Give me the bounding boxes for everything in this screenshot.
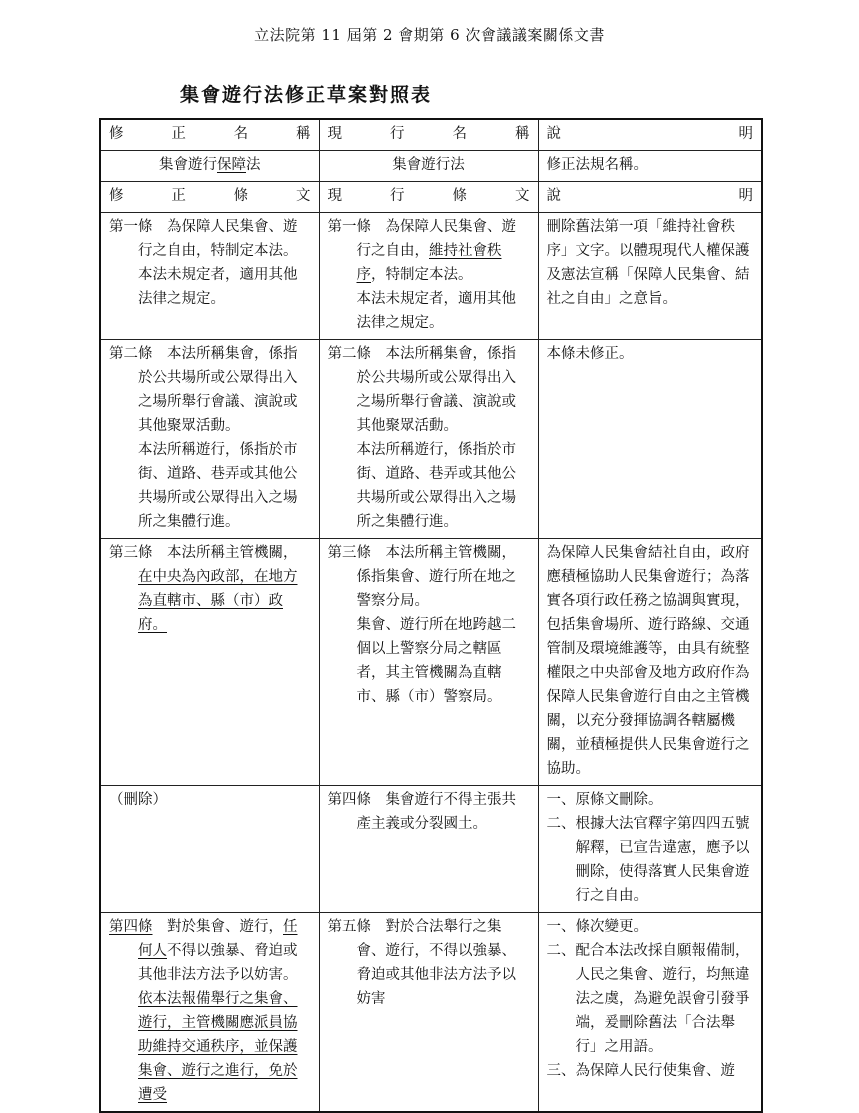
- article-2-note: 本條未修正。: [538, 340, 762, 539]
- header-explanation: 說 明: [538, 119, 762, 151]
- article-2-row: [100, 340, 762, 539]
- article-4-new-row: [100, 913, 762, 1113]
- header-proposed-name: 修 正 名 稱: [100, 119, 319, 151]
- header-proposed-article: 修 正 條 文: [100, 182, 319, 213]
- article-3-current: 第三條 本法所稱主管機關，係指集會、遊行所在地之警察分局。 集會、遊行所在地跨越二個以上警察分局之轄區者，其主管機關為直轄市、縣（市）警察局。: [319, 539, 538, 786]
- article-1-current: 第一條 為保障人民集會、遊行之自由，維持社會秩序，特制定本法。 本法未規定者，適用其他法律之規定。: [319, 213, 538, 340]
- article-4-new-proposed: 第四條 對於集會、遊行，任何人不得以強暴、脅迫或其他非法方法予以妨害。 依本法報備舉行之集會、遊行，主管機關應派員協助維持交通秩序，並保護集會、遊行之進行，免於遭受: [100, 913, 319, 1113]
- article-4-deleted-note: 一、原條文刪除。 二、根據大法官釋字第四四五號解釋，已宣告違憲，應予以刪除，使得落實人民集會遊行之自由。: [538, 786, 762, 913]
- header-current-article: 現 行 條 文: [319, 182, 538, 213]
- article-1-proposed: 第一條 為保障人民集會、遊行之自由，特制定本法。 本法未規定者，適用其他法律之規定。: [100, 213, 319, 340]
- law-name-note: 修正法規名稱。: [538, 151, 762, 182]
- article-4-deleted-proposed: （刪除）: [100, 786, 319, 913]
- comparison-table: [99, 118, 763, 1113]
- document-title: 集會遊行法修正草案對照表: [180, 84, 433, 106]
- table-header-row-names: [100, 119, 762, 151]
- proposed-law-name: 集會遊行保障法: [100, 151, 319, 182]
- page-header: 立法院第 11 屆第 2 會期第 6 次會議議案關係文書: [254, 26, 605, 44]
- article-4-deleted-row: [100, 786, 762, 913]
- table-header-row-articles: [100, 182, 762, 213]
- header-current-name: 現 行 名 稱: [319, 119, 538, 151]
- article-1-row: [100, 213, 762, 340]
- article-3-note: 為保障人民集會結社自由，政府應積極協助人民集會遊行；為落實各項行政任務之協調與實現，包括集會場所、遊行路線、交通管制及環境維護等，由具有統整權限之中央部會及地方政府作為保障人民集會遊行自由之主管機關，以充分發揮協調各轄屬機關，並積極提供人民集會遊行之協助。: [538, 539, 762, 786]
- article-4-deleted-current: 第四條 集會遊行不得主張共產主義或分裂國土。: [319, 786, 538, 913]
- article-1-note: 刪除舊法第一項「維持社會秩序」文字。以體現現代人權保護及憲法宣稱「保障人民集會、結社之自由」之意旨。: [538, 213, 762, 340]
- article-2-proposed: 第二條 本法所稱集會，係指於公共場所或公眾得出入之場所舉行會議、演說或其他聚眾活動。 本法所稱遊行，係指於市街、道路、巷弄或其他公共場所或公眾得出入之場所之集體行進。: [100, 340, 319, 539]
- article-4-new-current: 第五條 對於合法舉行之集會、遊行，不得以強暴、脅迫或其他非法方法予以妨害: [319, 913, 538, 1113]
- header-article-explanation: 說 明: [538, 182, 762, 213]
- article-3-proposed: 第三條 本法所稱主管機關，在中央為內政部，在地方為直轄市、縣（市）政府。: [100, 539, 319, 786]
- article-3-row: [100, 539, 762, 786]
- article-2-current: 第二條 本法所稱集會，係指於公共場所或公眾得出入之場所舉行會議、演說或其他聚眾活動。 本法所稱遊行，係指於市街、道路、巷弄或其他公共場所或公眾得出入之場所之集體行進。: [319, 340, 538, 539]
- law-name-row: [100, 151, 762, 182]
- current-law-name: 集會遊行法: [319, 151, 538, 182]
- article-4-new-note: 一、條次變更。 二、配合本法改採自願報備制，人民之集會、遊行，均無違法之虞，為避免誤會引發爭端，爰刪除舊法「合法舉行」之用語。 三、為保障人民行使集會、遊: [538, 913, 762, 1113]
